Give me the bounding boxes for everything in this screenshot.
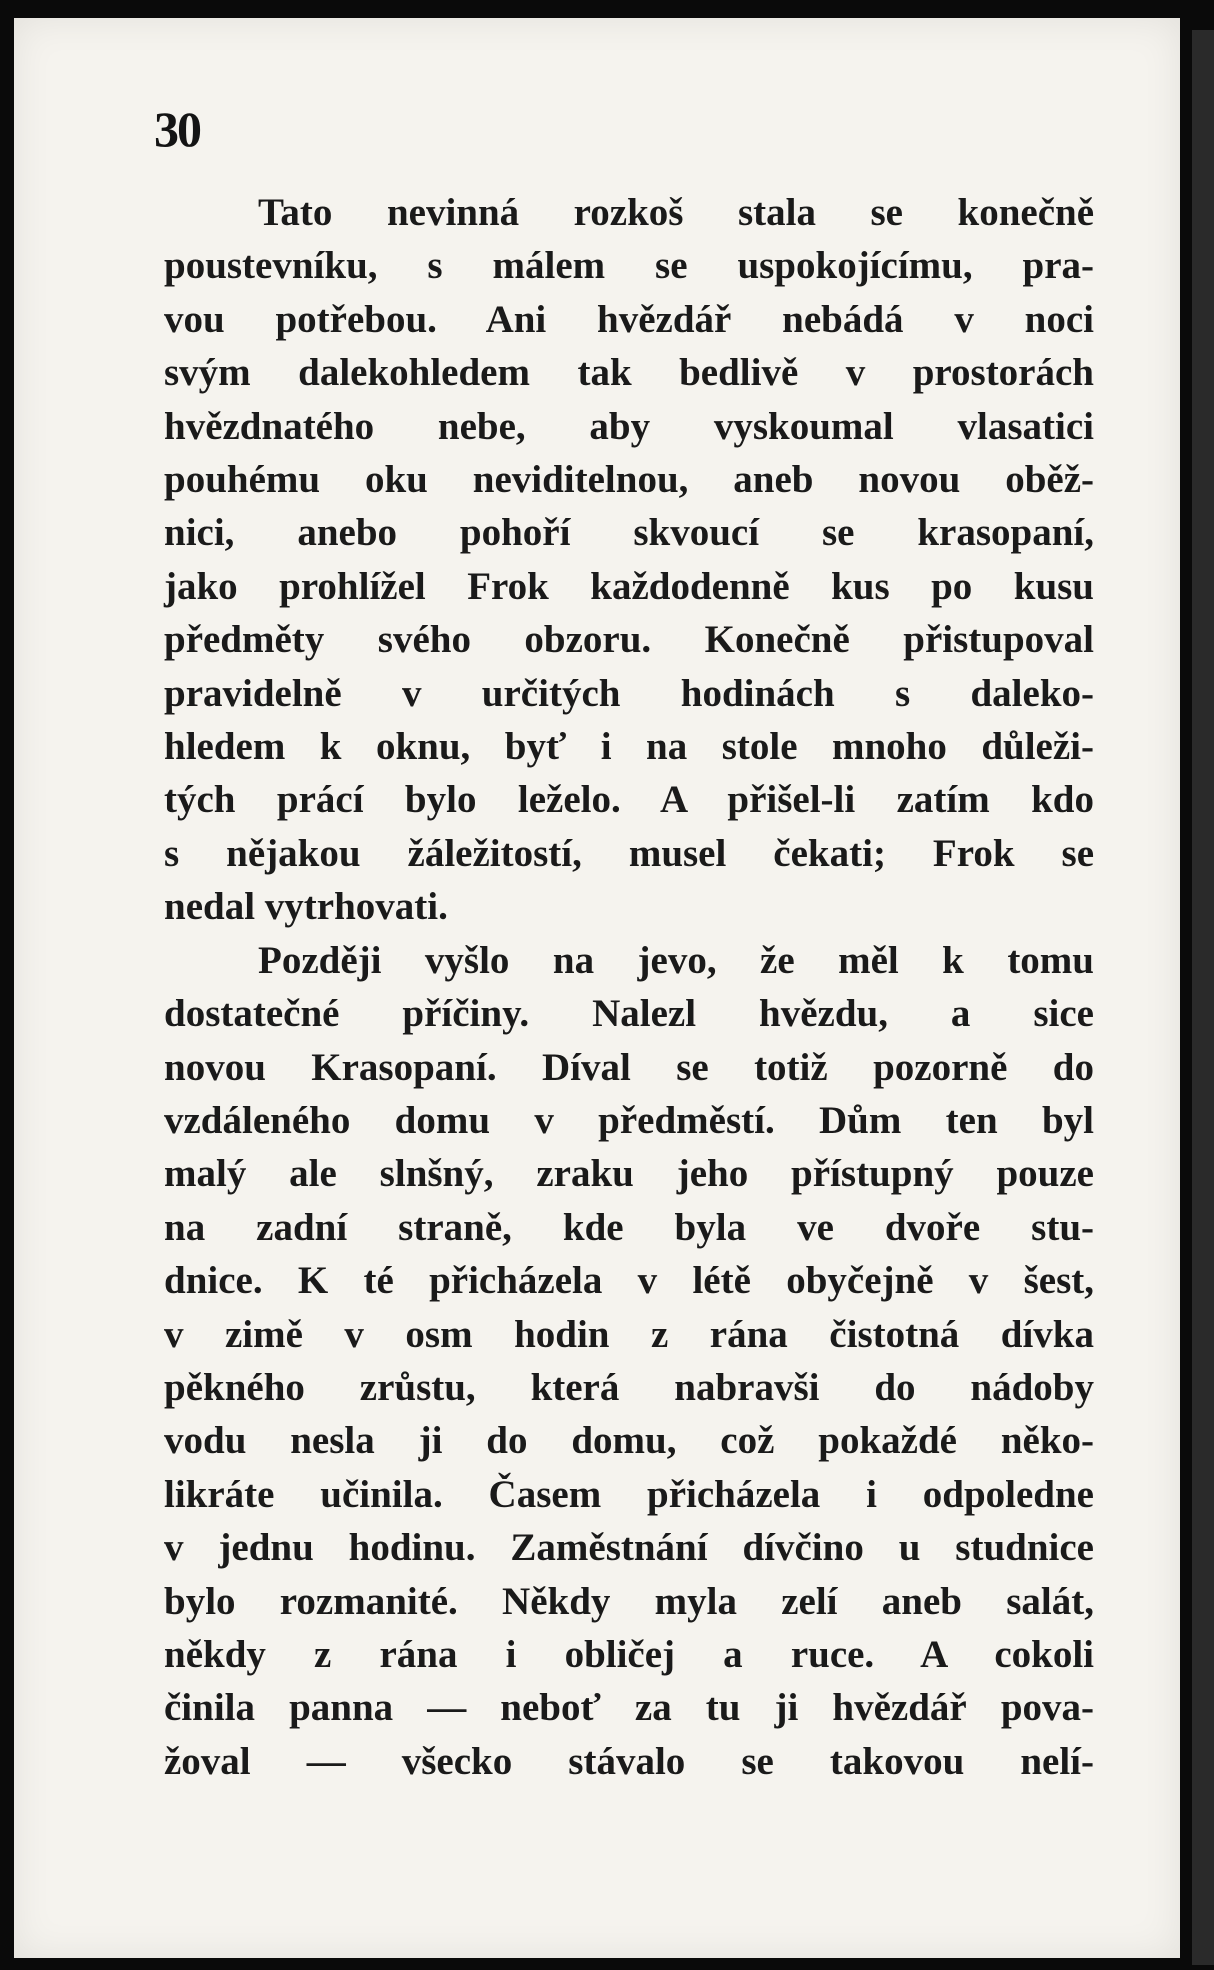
text-line: předměty svého obzoru. Konečně přistupoval: [164, 618, 1094, 662]
text-line: tých prácí bylo leželo. A přišel-li zatím kdo: [164, 778, 1094, 822]
text-line: nedal vytrhovati.: [164, 885, 448, 929]
text-line: dostatečné příčiny. Nalezl hvězdu, a sice: [164, 992, 1094, 1036]
scan-edge: [1192, 30, 1214, 1965]
text-line: svým dalekohledem tak bedlivě v prostorách: [164, 351, 1094, 395]
text-line: žoval — všecko stávalo se takovou nelí-: [164, 1739, 1094, 1783]
text-line: vou potřebou. Ani hvězdář nebádá v noci: [164, 297, 1094, 341]
text-line: hledem k oknu, byť i na stole mnoho důleži-: [164, 725, 1094, 769]
text-line: vzdáleného domu v předměstí. Dům ten byl: [164, 1098, 1094, 1142]
text-line: malý ale slnšný, zraku jeho přístupný pouze: [164, 1152, 1094, 1196]
book-page: [14, 18, 1180, 1958]
text-line: činila panna — neboť za tu ji hvězdář pova-: [164, 1686, 1094, 1730]
text-line: v zimě v osm hodin z rána čistotná dívka: [164, 1312, 1094, 1356]
text-line: poustevníku, s málem se uspokojícímu, pra-: [164, 244, 1094, 288]
text-line: jako prohlížel Frok každodenně kus po kusu: [164, 564, 1094, 608]
page-number: 30: [154, 101, 200, 157]
text-line: hvězdnatého nebe, aby vyskoumal vlasatici: [164, 404, 1094, 448]
paragraph-2: [164, 934, 1094, 1789]
text-line: nici, anebo pohoří skvoucí se krasopaní,: [164, 511, 1094, 555]
text-line: vodu nesla ji do domu, což pokaždé něko-: [164, 1419, 1094, 1463]
body-text: [164, 186, 1094, 1788]
text-line: pravidelně v určitých hodinách s daleko-: [164, 671, 1094, 715]
text-line: pouhému oku neviditelnou, aneb novou oběž-: [164, 458, 1094, 502]
text-line: Tato nevinná rozkoš stala se konečně: [258, 191, 1094, 234]
text-line: někdy z rána i obličej a ruce. A cokoli: [164, 1632, 1094, 1676]
text-line: bylo rozmanité. Někdy myla zelí aneb salát,: [164, 1579, 1094, 1623]
text-line: na zadní straně, kde byla ve dvoře stu-: [164, 1205, 1094, 1249]
paragraph-1: [164, 186, 1094, 934]
text-line: v jednu hodinu. Zaměstnání dívčino u studnice: [164, 1526, 1094, 1570]
text-line: s nějakou žáležitostí, musel čekati; Frok se: [164, 831, 1094, 875]
text-line: dnice. K té přicházela v létě obyčejně v šest,: [164, 1259, 1094, 1303]
text-line: novou Krasopaní. Díval se totiž pozorně do: [164, 1045, 1094, 1089]
text-line: pěkného zrůstu, která nabravši do nádoby: [164, 1365, 1094, 1409]
text-line: Později vyšlo na jevo, že měl k tomu: [258, 938, 1094, 982]
text-line: likráte učinila. Časem přicházela i odpoledne: [164, 1472, 1094, 1516]
